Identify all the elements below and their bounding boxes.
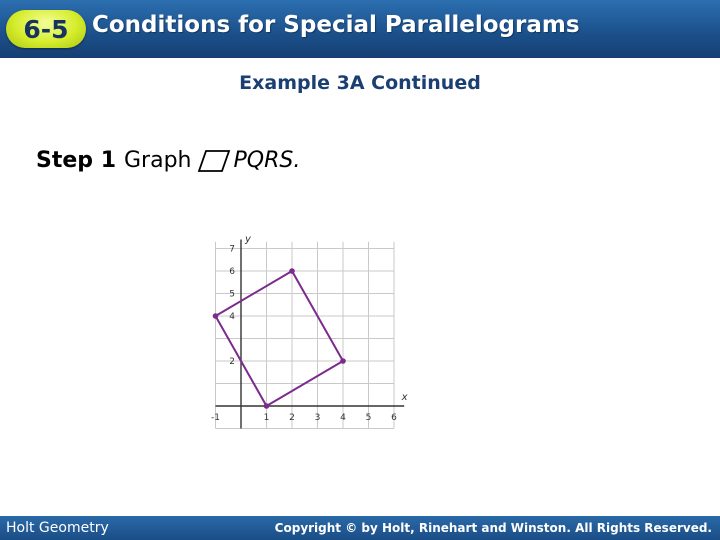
example-heading-text: Example 3A Continued xyxy=(239,72,481,94)
y-tick-label: 4 xyxy=(229,312,235,322)
step-label: Step 1 xyxy=(36,148,116,173)
figure-name: PQRS. xyxy=(233,148,301,173)
lesson-number: 6-5 xyxy=(23,14,69,44)
y-tick-label: 5 xyxy=(229,289,235,300)
y-tick-label: 2 xyxy=(229,357,235,367)
vertex-point xyxy=(340,358,346,364)
parallelogram-icon xyxy=(197,149,231,173)
vertex-point xyxy=(213,313,219,319)
x-tick-label: 4 xyxy=(340,413,346,423)
footer-publisher: Holt Geometry xyxy=(6,520,109,536)
y-axis-label: y xyxy=(245,233,251,245)
footer-bar xyxy=(0,516,720,540)
x-tick-label: 5 xyxy=(365,413,372,423)
coordinate-graph xyxy=(196,228,416,436)
lesson-title: Conditions for Special Parallelograms xyxy=(92,12,580,38)
lesson-badge xyxy=(6,10,86,48)
header-bar xyxy=(0,0,720,58)
y-tick-label: 6 xyxy=(229,267,235,277)
y-tick-label: 7 xyxy=(229,244,235,255)
x-axis-label: x xyxy=(401,392,408,403)
footer-copyright: Copyright © by Holt, Rinehart and Winston. All Rights Reserved. xyxy=(274,521,712,535)
x-tick-label: 1 xyxy=(263,413,270,423)
graph-canvas xyxy=(196,228,416,436)
step-line xyxy=(36,148,300,173)
x-tick-label: 2 xyxy=(289,413,295,423)
vertex-point xyxy=(289,268,295,274)
x-tick-label: 3 xyxy=(314,413,321,423)
x-tick-label: 6 xyxy=(391,413,397,423)
step-verb: Graph xyxy=(124,148,192,173)
vertex-point xyxy=(264,403,270,409)
example-heading xyxy=(0,72,720,94)
x-tick-label: -1 xyxy=(211,413,220,423)
